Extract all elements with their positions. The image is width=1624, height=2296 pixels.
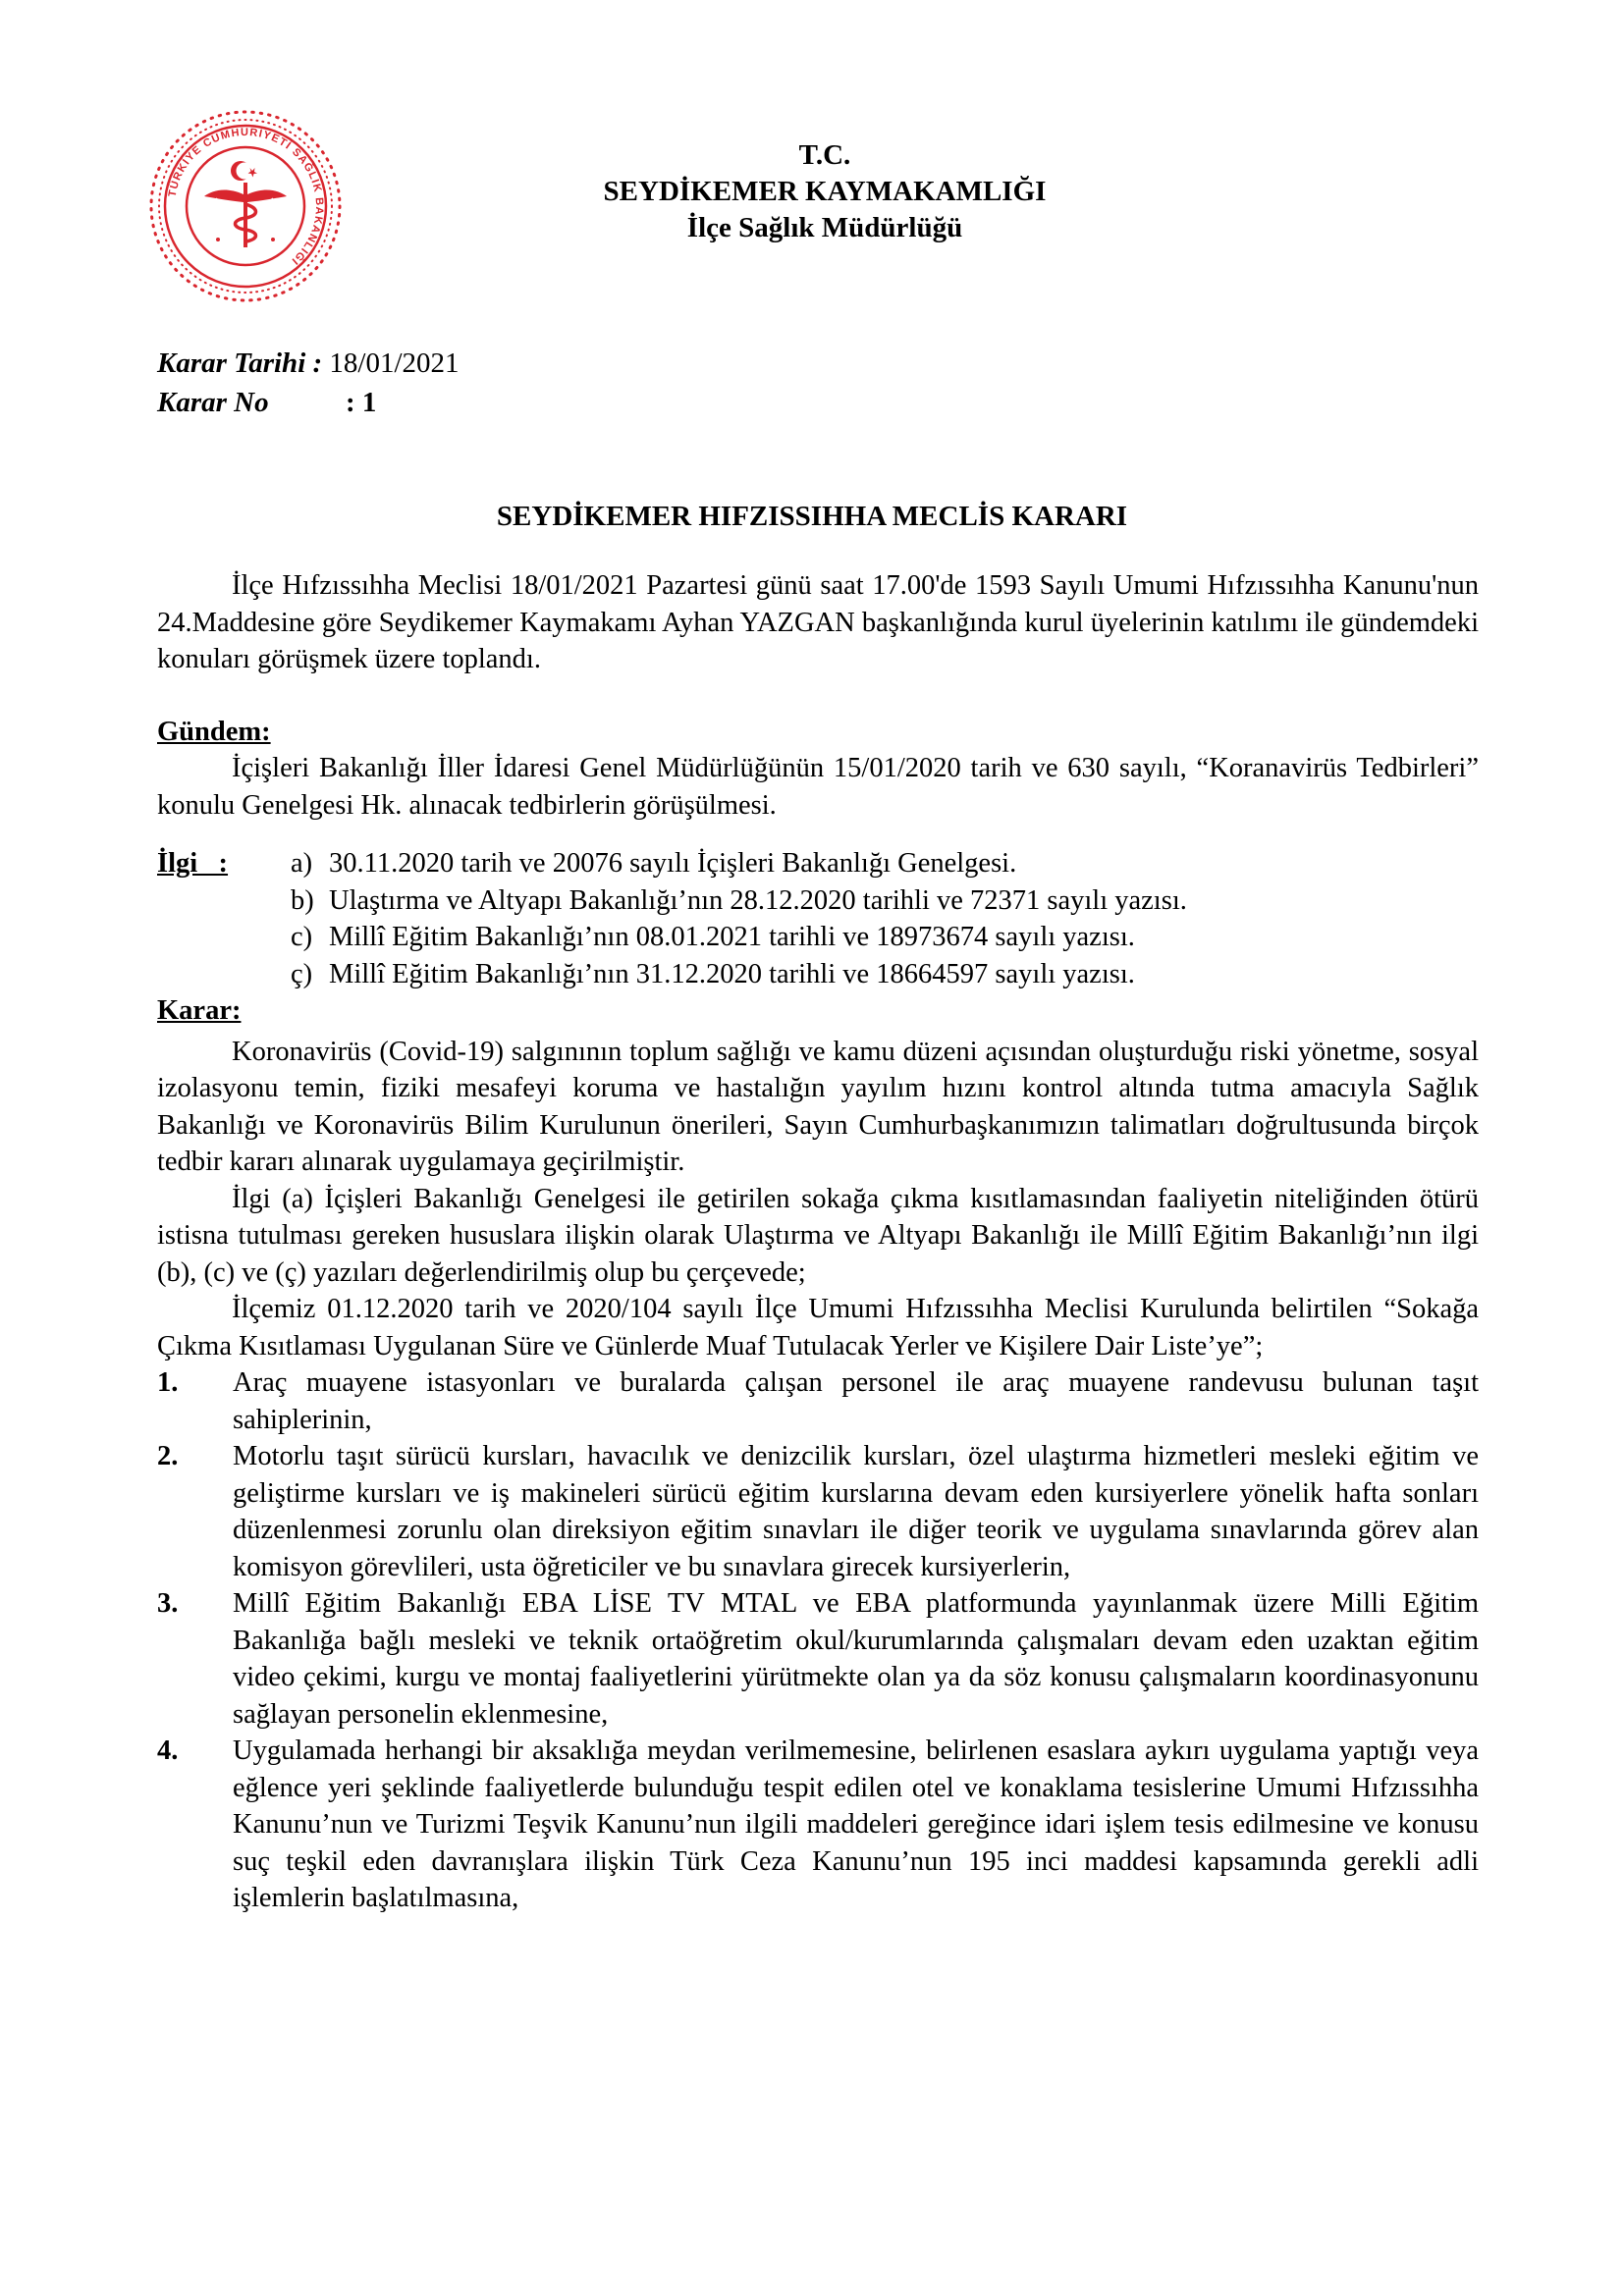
ministry-logo	[147, 108, 344, 304]
decision-date-row	[157, 344, 460, 383]
svg-text:TÜRKİYE CUMHURİYETİ SAĞLIK BAK: TÜRKİYE CUMHURİYETİ SAĞLIK BAKANLIĞI	[166, 126, 326, 268]
header-line-tc: T.C.	[798, 139, 851, 171]
ilgi-section	[157, 845, 1479, 992]
gundem-heading: Gündem:	[157, 716, 271, 747]
document-header	[511, 137, 1139, 246]
ilgi-item: a) 30.11.2020 tarih ve 20076 sayılı İçişleri Bakanlığı Genelgesi.	[291, 848, 1017, 879]
ilgi-item: c) Millî Eğitim Bakanlığı’nın 08.01.2021 tarihli ve 18973674 sayılı yazısı.	[291, 922, 1135, 952]
intro-paragraph: İlçe Hıfzıssıhha Meclisi 18/01/2021 Pazartesi günü saat 17.00'de 1593 Sayılı Umumi Hıfzıssıhha Kanunu'nun 24.Maddesine göre Seydikemer Kaymakamı Ayhan YAZGAN başkanlığında kurul üyelerinin katılımı ile gündemdeki konuları görüşmek üzere toplandı.	[157, 570, 1479, 674]
karar-list-item: 3. Millî Eğitim Bakanlığı EBA LİSE TV MTAL ve EBA platformunda yayınlanmak üzere Milli Eğitim Bakanlığa bağlı mesleki ve teknik ortaöğretim okul/kurumlarında çalışmaları devam eden uzaktan eğitim video çekimi, kurgu ve montaj faaliyetlerini yürütmekte olan ya da söz konusu çalışmaların koordinasyonunu sağlayan personelin eklenmesine,	[157, 1588, 1479, 1730]
document-body	[157, 567, 1479, 1917]
karar-list-item: 2. Motorlu taşıt sürücü kursları, havacılık ve denizcilik kursları, özel ulaştırma hizmetleri mesleki eğitim ve geliştirme kursları ve iş makineleri sürücü eğitim kurslarına devam eden kursiyerlere yönelik hafta sonları düzenlenmesi zorunlu olan direksiyon eğitim sınavları ile diğer teorik ve uygulama sınavlarında görev alan komisyon görevlileri, usta öğreticiler ve bu sınavlara girecek kursiyerlerin,	[157, 1441, 1479, 1582]
health-ministry-seal-icon	[147, 108, 344, 304]
ilgi-list	[291, 845, 1479, 992]
karar-paragraph: Koronavirüs (Covid-19) salgınının toplum sağlığı ve kamu düzeni açısından oluşturduğu riski yönetme, sosyal izolasyonu temin, fiziki mesafeyi koruma ve hastalığın yayılım hızını kontrol altında tutma amacıyla Sağlık Bakanlığı ve Koronavirüs Bilim Kurulunun önerileri, Sayın Cumhurbaşkanımızın talimatları doğrultusunda birçok tedbir kararı alınarak uygulamaya geçirilmiştir.	[157, 1036, 1479, 1177]
header-line-mudurluk: İlçe Sağlık Müdürlüğü	[686, 212, 963, 243]
ilgi-label: İlgi :	[157, 848, 229, 879]
document-title: SEYDİKEMER HIFZISSIHHA MECLİS KARARI	[496, 501, 1128, 532]
decision-no-value: : 1	[346, 387, 377, 418]
gundem-text: İçişleri Bakanlığı İller İdaresi Genel Müdürlüğünün 15/01/2020 tarih ve 630 sayılı, “Koranavirüs Tedbirleri” konulu Genelgesi Hk. alınacak tedbirlerin görüşülmesi.	[157, 753, 1479, 821]
header-line-kaymakamlik: SEYDİKEMER KAYMAKAMLIĞI	[603, 176, 1047, 207]
decision-date-label: Karar Tarihi :	[157, 347, 323, 379]
decision-meta	[157, 344, 460, 422]
decision-no-row	[157, 383, 460, 422]
ilgi-item: ç) Millî Eğitim Bakanlığı’nın 31.12.2020 tarihli ve 18664597 sayılı yazısı.	[291, 958, 1135, 989]
karar-list-item: 4. Uygulamada herhangi bir aksaklığa meydan verilmemesine, belirlenen esaslara aykırı uygulama yaptığı veya eğlence yeri şeklinde faaliyetlerde bulunduğu tespit edilen otel ve konaklama tesislerine Umumi Hıfzıssıhha Kanunu’nun ve Turizmi Teşvik Kanunu’nun ilgili maddeleri gereğince idari işlem tesis edilmesine ve konusu suç teşkil eden davranışlara ilişkin Türk Ceza Kanunu’nun 195 inci maddesi kapsamında gerekli adli işlemlerin başlatılmasına,	[157, 1735, 1479, 1913]
karar-list	[157, 1364, 1479, 1917]
decision-date-value: 18/01/2021	[329, 347, 460, 379]
karar-paragraph: İlçemiz 01.12.2020 tarih ve 2020/104 sayılı İlçe Umumi Hıfzıssıhha Meclisi Kurulunda belirtilen “Sokağa Çıkma Kısıtlaması Uygulanan Süre ve Günlerde Muaf Tutulacak Yerler ve Kişilere Dair Liste’ye”;	[157, 1294, 1479, 1362]
decision-no-label: Karar No	[157, 387, 269, 418]
karar-paragraph: İlgi (a) İçişleri Bakanlığı Genelgesi ile getirilen sokağa çıkma kısıtlamasından faaliyetin niteliğinden ötürü istisna tutulması gereken hususlara ilişkin olarak Ulaştırma ve Altyapı Bakanlığı ile Millî Eğitim Bakanlığı’nın ilgi (b), (c) ve (ç) yazıları değerlendirilmiş olup bu çerçevede;	[157, 1183, 1479, 1288]
ilgi-item: b) Ulaştırma ve Altyapı Bakanlığı’nın 28.12.2020 tarihli ve 72371 sayılı yazısı.	[291, 884, 1187, 916]
karar-heading: Karar:	[157, 995, 242, 1026]
karar-list-item: 1. Araç muayene istasyonları ve buralarda çalışan personel ile araç muayene randevusu bulunan taşıt sahiplerinin,	[157, 1367, 1479, 1435]
